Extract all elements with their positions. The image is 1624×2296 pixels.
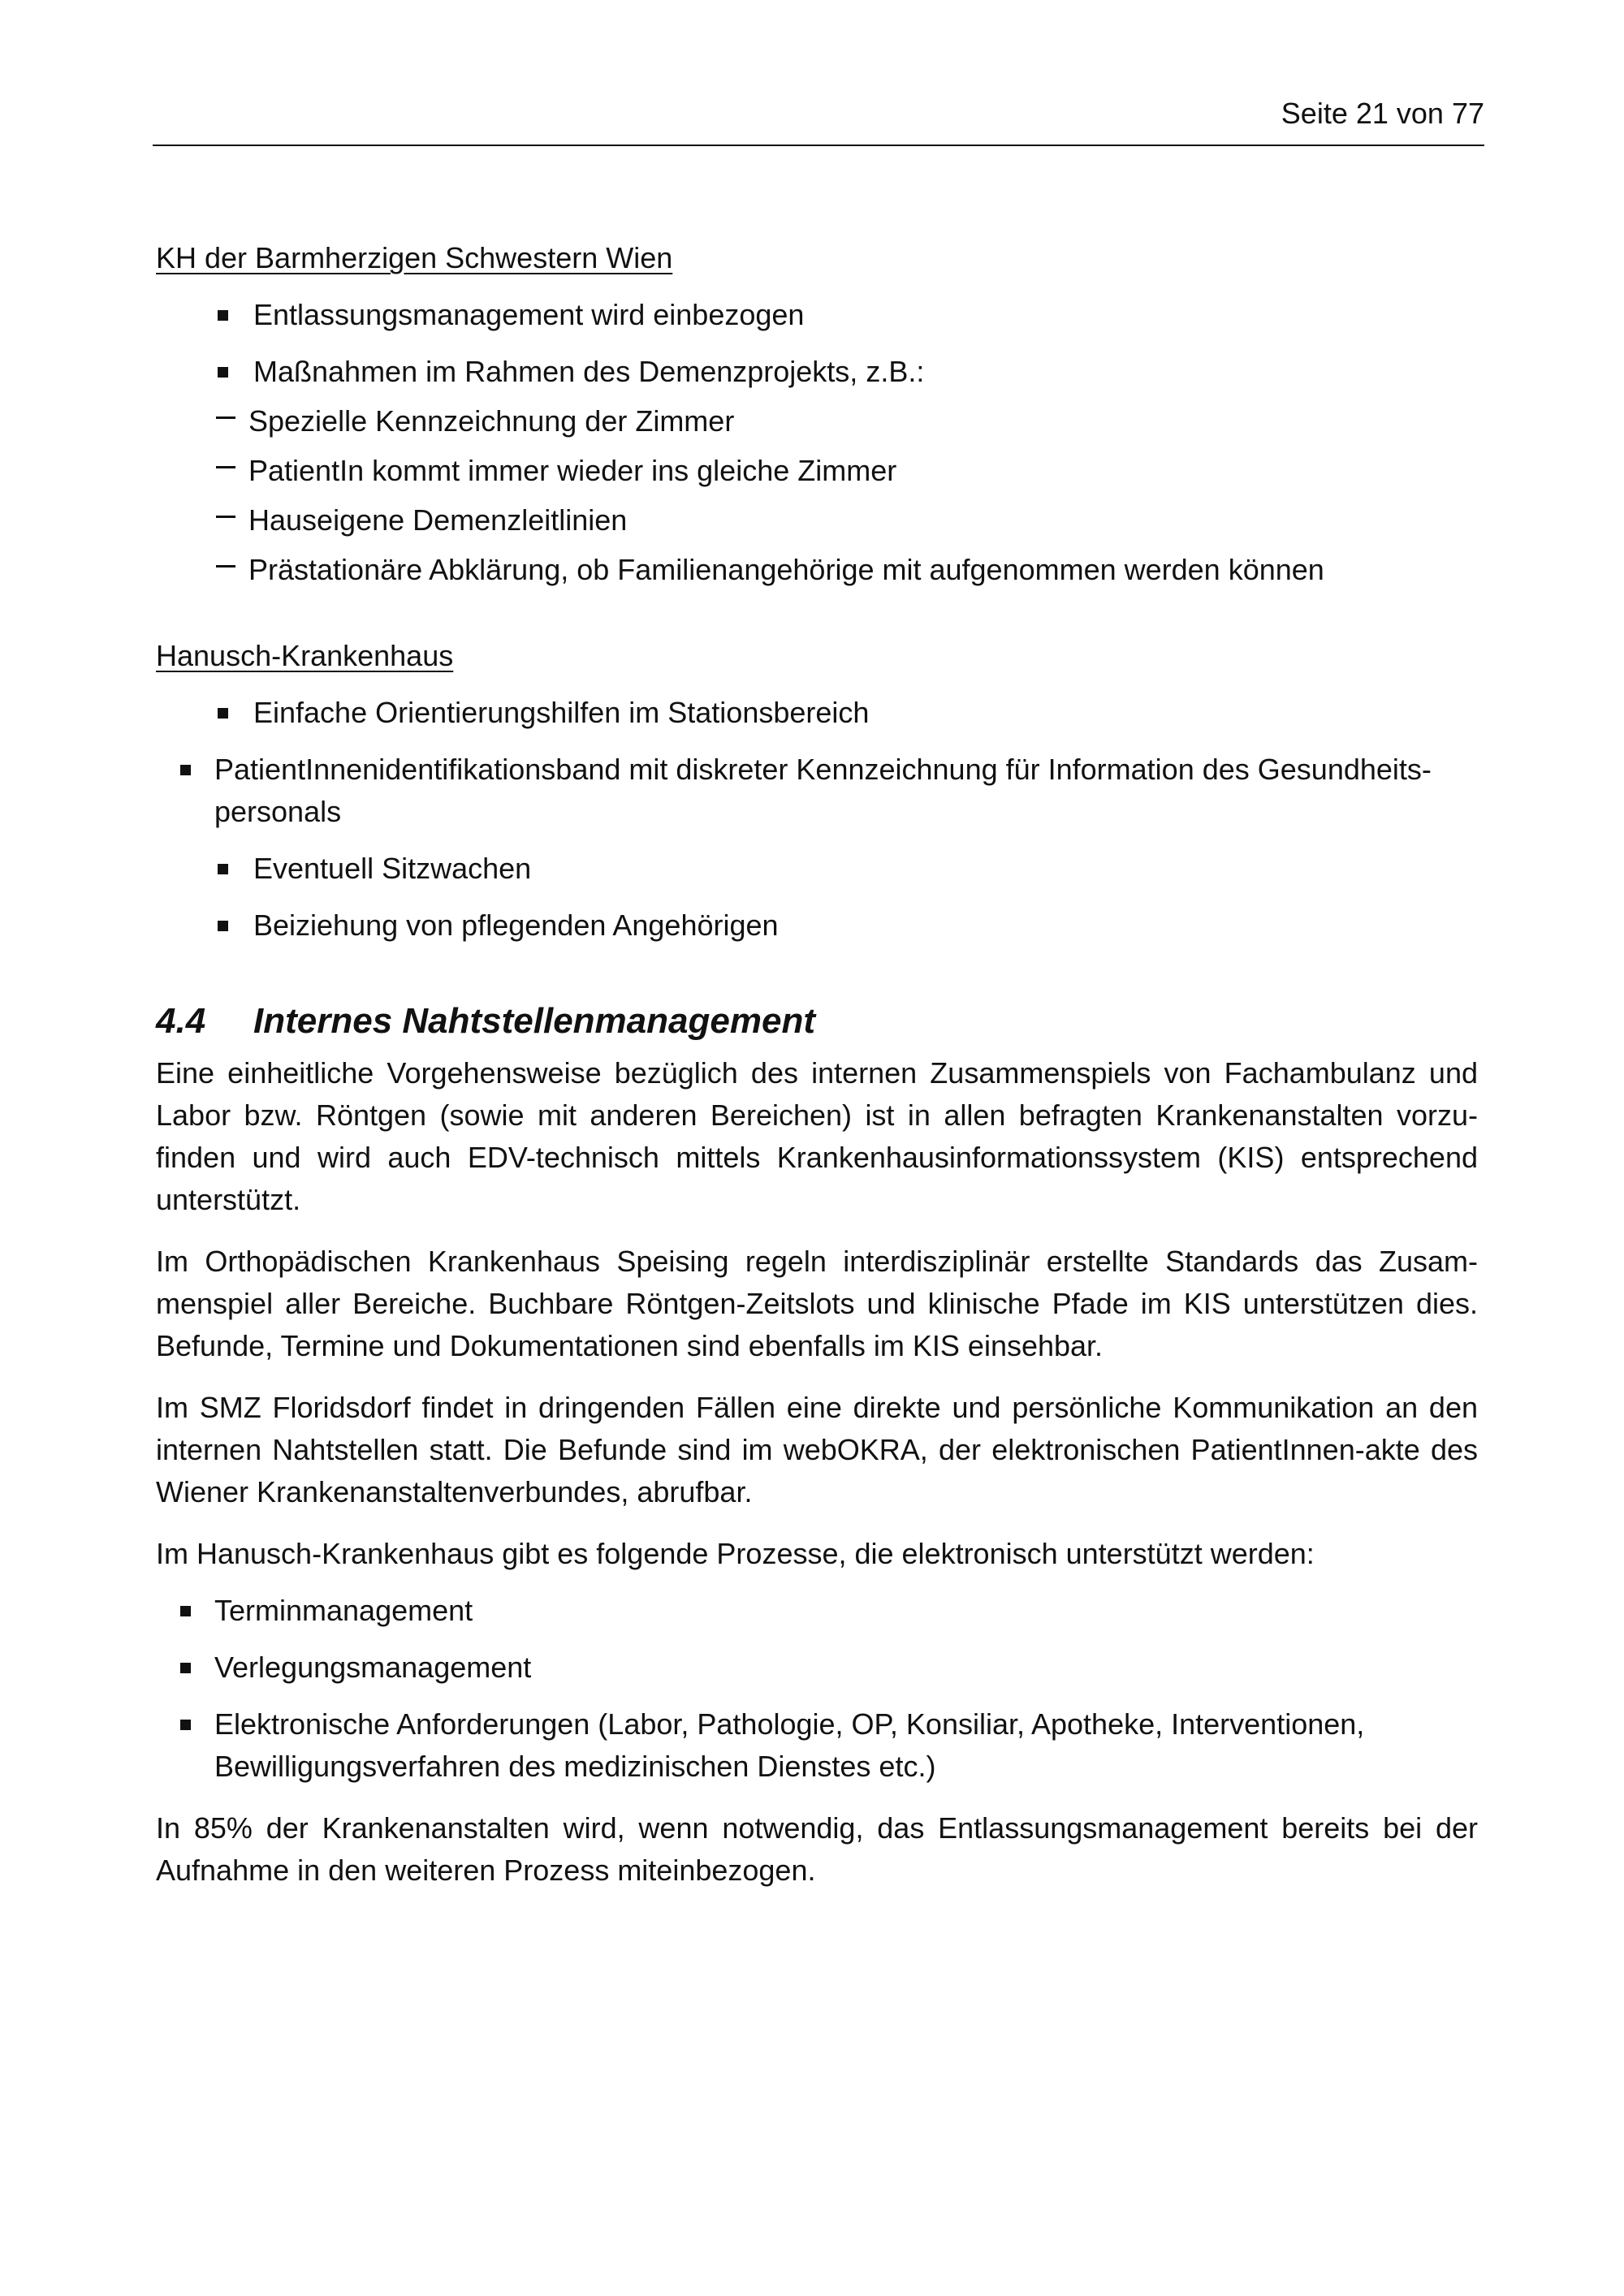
kh-bullet-list <box>156 294 1478 591</box>
list-item: Eventuell Sitzwachen <box>156 848 1478 890</box>
paragraph: Im SMZ Floridsdorf findet in dringenden Fällen eine direkte und persönliche Kommunikation an den internen Nahtstellen statt. Die Befunde sind im webOKRA, der elektronischen PatientInnen-akte des Wiener Krankenanstaltenverbundes, abrufbar. <box>156 1391 1478 1508</box>
list-item: PatientInnenidentifikationsband mit diskreter Kennzeichnung für Information des Gesundheits-personals <box>156 749 1478 833</box>
paragraph: Im Orthopädischen Krankenhaus Speising regeln interdisziplinär erstellte Standards das Zusam-menspiel aller Bereiche. Buchbare Röntgen-Zeitslots und klinische Pfade im KIS unterstützen dies. Befunde, Termine und Dokumentationen sind ebenfalls im KIS einsehbar. <box>156 1245 1478 1362</box>
page-header <box>153 96 1484 146</box>
section-label-kh-barmherzige-schwestern: KH der Barmherzigen Schwestern Wien <box>156 241 673 274</box>
list-item: Entlassungsmanagement wird einbezogen <box>156 294 1478 336</box>
document-body <box>156 237 1478 1911</box>
paragraph: Im Hanusch-Krankenhaus gibt es folgende Prozesse, die elektronisch unterstützt werden: <box>156 1537 1315 1570</box>
dash-list-item: Hauseigene Demenzleitlinien <box>156 499 1478 542</box>
process-bullet-list <box>156 1590 1478 1788</box>
list-item: Beiziehung von pflegenden Angehörigen <box>156 904 1478 947</box>
list-item: Verlegungsmanagement <box>156 1646 1478 1689</box>
page-number: Seite 21 von 77 <box>1281 97 1484 130</box>
section-heading-4-4 <box>156 997 1478 1046</box>
dash-list-item: PatientIn kommt immer wieder ins gleiche Zimmer <box>156 450 1478 492</box>
section-number: 4.4 <box>156 1001 206 1041</box>
paragraph: In 85% der Krankenanstalten wird, wenn notwendig, das Entlassungsmanagement bereits bei der Aufnahme in den weiteren Prozess miteinbezogen. <box>156 1811 1478 1887</box>
hanusch-bullet-list <box>156 692 1478 947</box>
dash-list-item: Spezielle Kennzeichnung der Zimmer <box>156 400 1478 442</box>
list-item: Einfache Orientierungshilfen im Stationsbereich <box>156 692 1478 734</box>
list-item: Elektronische Anforderungen (Labor, Pathologie, OP, Konsiliar, Apotheke, Interventionen, Bewilligungsverfahren des medizinischen Dienstes etc.) <box>156 1703 1478 1788</box>
paragraph: Eine einheitliche Vorgehensweise bezüglich des internen Zusammenspiels von Fachambulanz und Labor bzw. Röntgen (sowie mit anderen Bereichen) ist in allen befragten Krankenanstalten vorzu-finden und wird auch EDV-technisch mittels Krankenhausinformationssystem (KIS) entsprechend unterstützt. <box>156 1056 1478 1216</box>
list-item: Maßnahmen im Rahmen des Demenzprojekts, z.B.: <box>156 351 1478 393</box>
section-title: Internes Nahtstellenmanagement <box>253 1001 815 1041</box>
dash-list-item: Prästationäre Abklärung, ob Familienangehörige mit aufgenommen werden können <box>156 549 1478 591</box>
list-item: Terminmanagement <box>156 1590 1478 1632</box>
section-label-hanusch-krankenhaus: Hanusch-Krankenhaus <box>156 639 454 672</box>
